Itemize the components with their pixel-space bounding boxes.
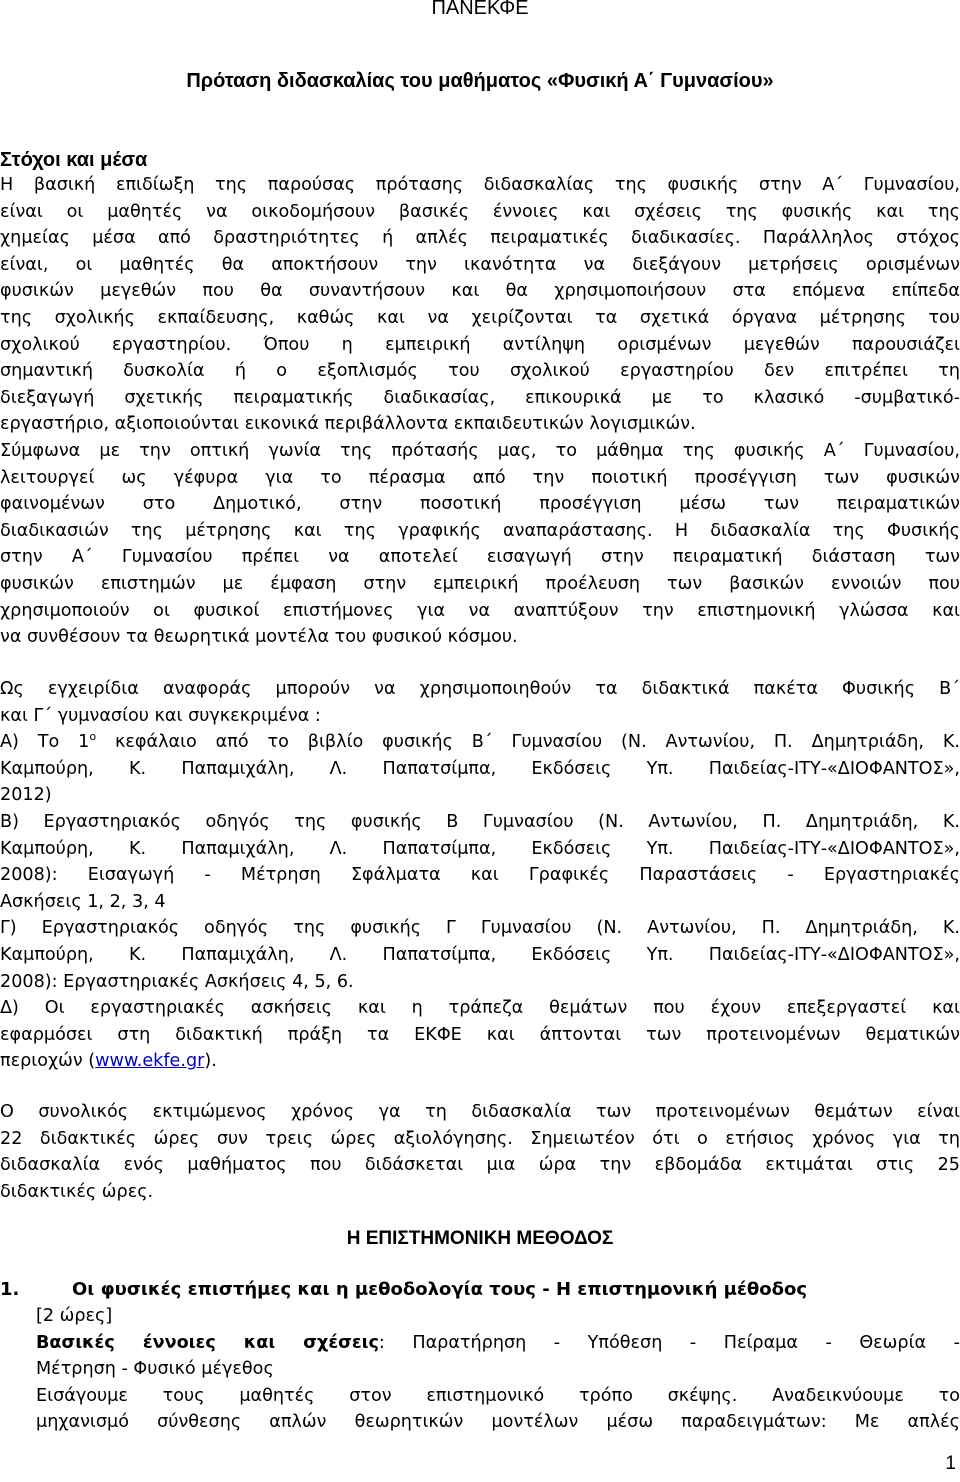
paragraph-line: 22 διδακτικές ώρες συν τρεις ώρες αξιολόγησης. Σημειωτέον ότι ο ετήσιος χρόνος για τη xyxy=(0,1128,960,1149)
reference-d-suffix: ). xyxy=(204,1051,217,1072)
paragraph-line: και Γ΄ γυμνασίου και συγκεκριμένα : xyxy=(0,705,321,726)
section-body-line: μηχανισμό σύνθεσης απλών θεωρητικών μοντέλων μέσω παραδειγμάτων: Με απλές xyxy=(36,1412,960,1433)
reference-a-line: Καμπούρη, Κ. Παπαμιχάλη, Λ. Παπατσίμπα, Εκδόσεις Υπ. Παιδείας-ΙΤΥ-«ΔΙΟΦΑΝΤΟΣ», xyxy=(0,758,960,779)
paragraph-line: φυσικών μεγεθών που θα συναντήσουν και θα χρησιμοποιήσουν στα επόμενα επίπεδα xyxy=(0,281,960,302)
paragraph-line: χρησιμοποιούν οι φυσικοί επιστήμονες για να αναπτύξουν την επιστημονική γλώσσα και xyxy=(0,600,960,621)
section-heading-goals: Στόχοι και μέσα xyxy=(0,149,148,171)
paragraph-line: φυσικών επιστημών με έμφαση στην εμπειρική προέλευση των βασικών εννοιών που xyxy=(0,574,960,594)
document-title: Πρόταση διδασκαλίας του μαθήματος «Φυσική Α΄ Γυμνασίου» xyxy=(186,70,774,92)
paragraph-line: λειτουργεί ως γέφυρα για το πέρασμα από την ποιοτική προσέγγιση των φυσικών xyxy=(0,467,960,488)
section-title: Οι φυσικές επιστήμες και η μεθοδολογία τους - Η επιστημονική μέθοδος xyxy=(72,1279,808,1300)
section-body-line: Εισάγουμε τους μαθητές στον επιστημονικό τρόπο σκέψης. Αναδεικνύουμε το xyxy=(36,1385,960,1406)
reference-c-line: Καμπούρη, Κ. Παπαμιχάλη, Λ. Παπατσίμπα, Εκδόσεις Υπ. Παιδείας-ΙΤΥ-«ΔΙΟΦΑΝΤΟΣ», xyxy=(0,945,960,965)
section-number: 1. xyxy=(0,1279,20,1300)
reference-a-text: κεφάλαιο από το βιβλίο φυσικής Β΄ Γυμνασίου (Ν. Αντωνίου, Π. Δημητριάδη, Κ. xyxy=(96,732,960,753)
paragraph-line: εργαστήριο, αξιοποιούνται εικονικά περιβάλλοντα εκπαιδευτικών λογισμικών. xyxy=(0,414,696,435)
reference-a-prefix: Α) Το 1 xyxy=(0,732,90,753)
paragraph-line: είναι, οι μαθητές θα αποκτήσουν την ικανότητα να διεξάγουν μετρήσεις ορισμένων xyxy=(0,254,960,275)
section-hours: [2 ώρες] xyxy=(36,1306,113,1326)
paragraph-line: να συνθέσουν τα θεωρητικά μοντέλα του φυσικού κόσμου. xyxy=(0,627,518,648)
concepts-label: Βασικές έννοιες και σχέσεις xyxy=(36,1332,379,1353)
paragraph-line: Ως εγχειρίδια αναφοράς μπορούν να χρησιμοποιηθούν τα διδακτικά πακέτα Φυσικής Β΄ xyxy=(0,679,960,699)
reference-d-line: Δ) Οι εργαστηριακές ασκήσεις και η τράπεζα θεμάτων που έχουν επεξεργαστεί και xyxy=(0,998,960,1019)
concepts-text: : Παρατήρηση - Υπόθεση - Πείραμα - Θεωρία - xyxy=(378,1332,960,1353)
paragraph-line: σχολικού εργαστηρίου. Όπου η εμπειρική αντίληψη ορισμένων μεγεθών παρουσιάζει xyxy=(0,334,960,355)
paragraph-line: Σύμφωνα με την οπτική γωνία της πρότασής μας, το μάθημα της φυσικής Α΄ Γυμνασίου, xyxy=(0,441,960,461)
reference-b-line: Β) Εργαστηριακός οδηγός της φυσικής Β Γυμνασίου (Ν. Αντωνίου, Π. Δημητριάδη, Κ. xyxy=(0,812,960,832)
paragraph-line: χημείας μέσα από δραστηριότητες ή απλές πειραματικές διαδικασίες. Παράλληλος στόχος xyxy=(0,228,960,249)
paragraph-line: διδακτικές ώρες. xyxy=(0,1181,154,1202)
reference-b-line: 2008): Εισαγωγή - Μέτρηση Σφάλματα και Γραφικές Παραστάσεις - Εργαστηριακές xyxy=(0,865,960,886)
reference-d-line xyxy=(0,1048,960,1075)
reference-b-line: Ασκήσεις 1, 2, 3, 4 xyxy=(0,891,166,912)
paragraph-line: σημαντική δυσκολία ή ο εξοπλισμός του σχολικού εργαστηρίου δεν επιτρέπει τη xyxy=(0,361,960,382)
paragraph-line: Η βασική επιδίωξη της παρούσας πρότασης διδασκαλίας της φυσικής στην Α΄ Γυμνασίου, xyxy=(0,175,960,195)
reference-a-line: 2012) xyxy=(0,785,52,806)
concepts-line xyxy=(36,1330,960,1357)
reference-d-line: εφαρμόσει στη διδακτική πράξη τα ΕΚΦΕ και άπτονται των προτεινομένων θεματικών xyxy=(0,1024,960,1045)
paragraph-line: στην Α΄ Γυμνασίου πρέπει να αποτελεί εισαγωγή στην πειραματική διάσταση των xyxy=(0,547,960,568)
ordinal-superscript: ο xyxy=(89,730,97,744)
concepts-line: Μέτρηση - Φυσικό μέγεθος xyxy=(36,1359,274,1380)
paragraph-line: της σχολικής εκπαίδευσης, καθώς και να χειρίζονται τα σχετικά όργανα μέτρησης του xyxy=(0,308,960,328)
paragraph-line: διεξαγωγή σχετικής πειραματικής διαδικασίας, επικουρικά με το κλασικό -συμβατικό- xyxy=(0,387,960,408)
reference-c-line: 2008): Εργαστηριακές Ασκήσεις 4, 5, 6. xyxy=(0,971,354,992)
paragraph-line: είναι οι μαθητές να οικοδομήσουν βασικές έννοιες και σχέσεις της φυσικής και της xyxy=(0,201,960,222)
paragraph-line: Ο συνολικός εκτιμώμενος χρόνος γα τη διδασκαλία των προτεινομένων θεμάτων είναι xyxy=(0,1102,960,1122)
method-heading: Η ΕΠΙΣΤΗΜΟΝΙΚΗ ΜΕΘΟΔΟΣ xyxy=(346,1228,614,1249)
paragraph-line: φαινομένων στο Δημοτικό, στην ποσοτική προσέγγιση μέσω των πειραματικών xyxy=(0,494,960,515)
page-header: ΠΑΝΕΚΦΕ xyxy=(431,0,529,19)
page-number: 1 xyxy=(945,1453,956,1474)
paragraph-line: διαδικασιών της μέτρησης και της γραφικής αναπαράστασης. Η διδασκαλία της Φυσικής xyxy=(0,520,960,541)
reference-c-line: Γ) Εργαστηριακός οδηγός της φυσικής Γ Γυμνασίου (Ν. Αντωνίου, Π. Δημητριάδη, Κ. xyxy=(0,918,960,939)
ekfe-link[interactable]: www.ekfe.gr xyxy=(95,1051,205,1072)
paragraph-line: διδασκαλία ενός μαθήματος που διδάσκεται μια ώρα την εβδομάδα εκτιμάται στις 25 xyxy=(0,1155,960,1176)
reference-d-prefix: περιοχών ( xyxy=(0,1051,96,1072)
reference-a-line xyxy=(0,729,960,756)
reference-b-line: Καμπούρη, Κ. Παπαμιχάλη, Λ. Παπατσίμπα, Εκδόσεις Υπ. Παιδείας-ΙΤΥ-«ΔΙΟΦΑΝΤΟΣ», xyxy=(0,838,960,859)
